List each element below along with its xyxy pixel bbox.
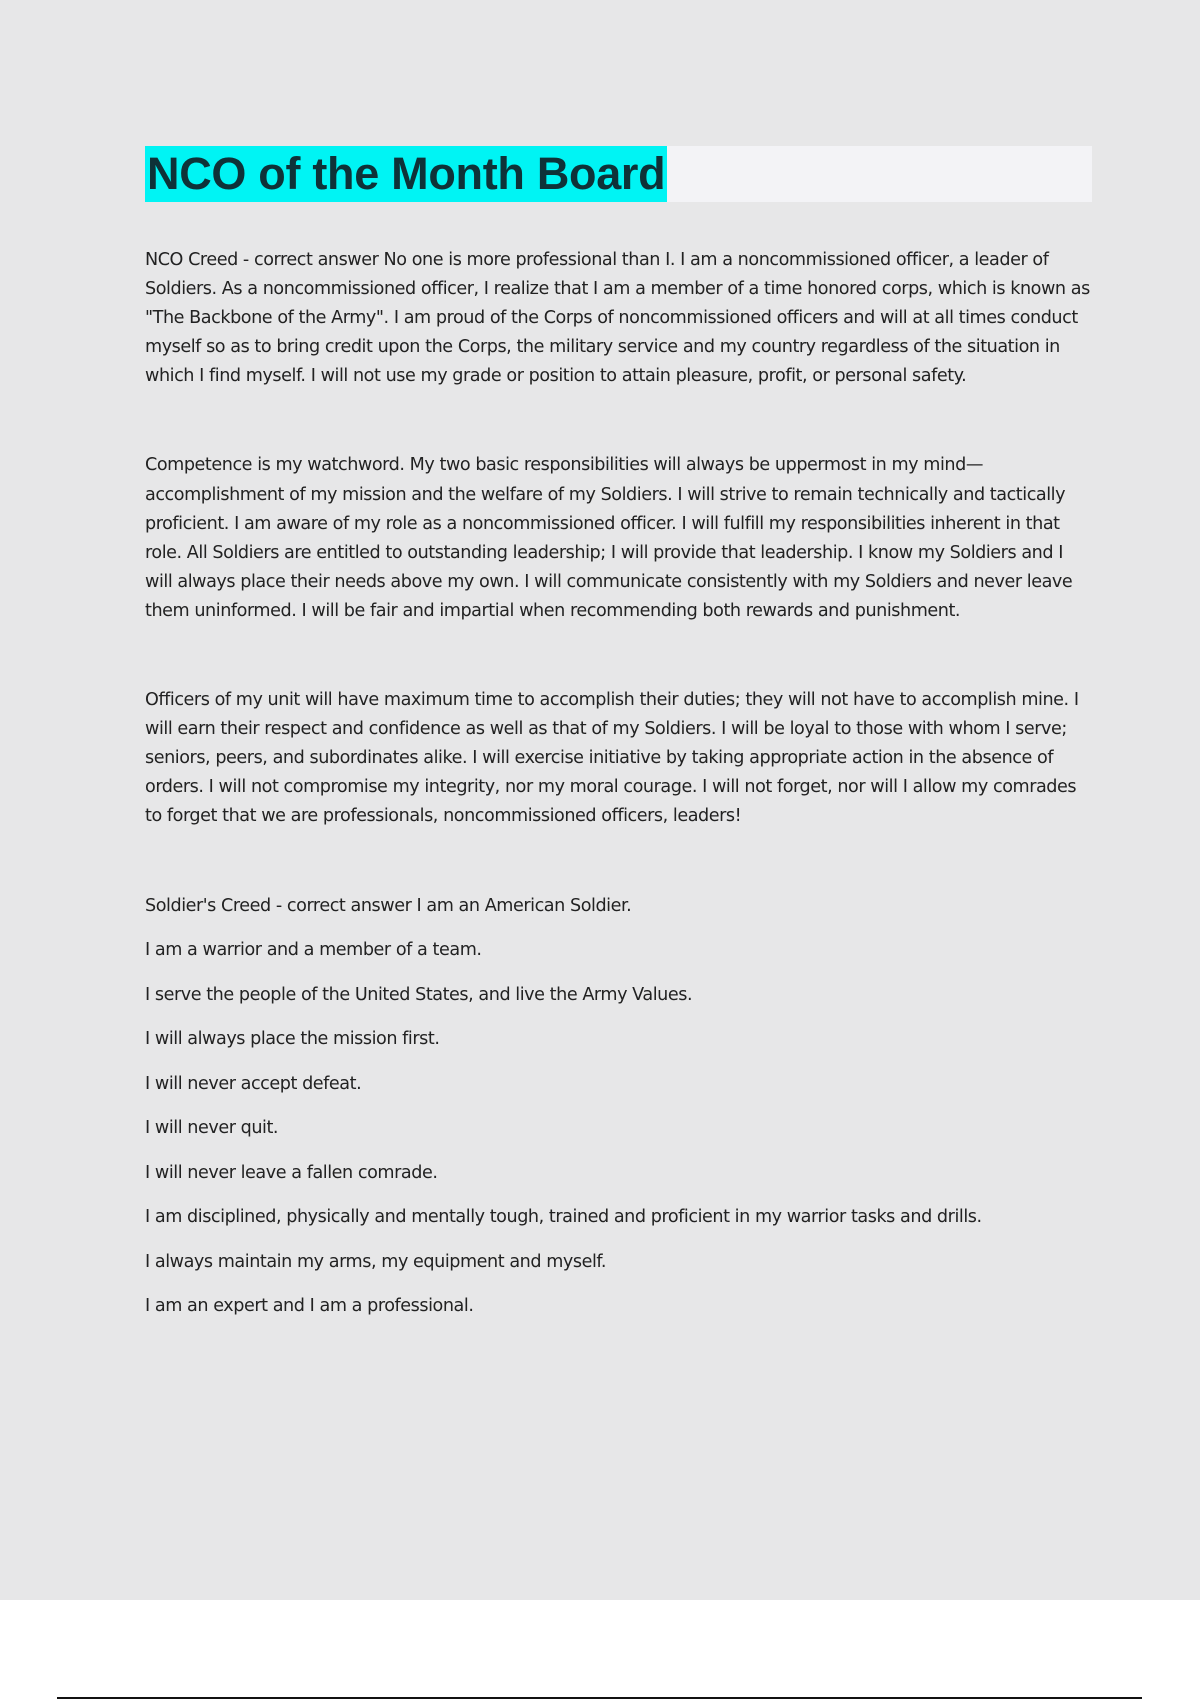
title-bar [145,146,1092,202]
nco-creed-paragraph-2: Competence is my watchword. My two basic responsibilities will always be uppermost in my mind— accomplishment of my mission and the welfare of my Soldiers. I will strive to remain technically and tactically proficient. I am aware of my role as a noncommissioned officer. I will fulfill my responsibilities inherent in that role. All Soldiers are entitled to outstanding leadership; I will provide that leadership. I know my Soldiers and I will always place their needs above my own. I will communicate consistently with my Soldiers and never leave them uninformed. I will be fair and impartial when recommending both rewards and punishment. [145,455,1073,621]
soldiers-creed-line: I will never leave a fallen comrade. [145,1162,438,1183]
soldiers-creed-line: Soldier's Creed - correct answer I am an American Soldier. [145,895,632,916]
nco-creed-paragraph-3: Officers of my unit will have maximum time to accomplish their duties; they will not have to accomplish mine. I will earn their respect and confidence as well as that of my Soldiers. I will be loyal to those with whom I serve; seniors, peers, and subordinates alike. I will exercise initiative by taking appropriate action in the absence of orders. I will not compromise my integrity, nor my moral courage. I will not forget, nor will I allow my comrades to forget that we are professionals, noncommissioned officers, leaders! [145,690,1079,827]
nco-creed-paragraph-1: NCO Creed - correct answer No one is more professional than I. I am a noncommissioned officer, a leader of Soldiers. As a noncommissioned officer, I realize that I am a member of a time honored corps, which is known as "The Backbone of the Army". I am proud of the Corps of noncommissioned officers and will at all times conduct myself so as to bring credit upon the Corps, the military service and my country regardless of the situation in which I find myself. I will not use my grade or position to attain pleasure, profit, or personal safety. [145,250,1090,387]
soldiers-creed-line: I will always place the mission first. [145,1029,440,1049]
page-title: NCO of the Month Board [145,146,667,202]
footer-divider [57,1697,1142,1699]
soldiers-creed-line: I serve the people of the United States, and live the Army Values. [145,984,693,1005]
soldiers-creed-line: I am a warrior and a member of a team. [145,940,482,960]
soldiers-creed-line: I always maintain my arms, my equipment and myself. [145,1251,607,1272]
soldiers-creed-list [145,892,1095,1322]
document-body [145,246,1095,1321]
soldiers-creed-line: I will never quit. [145,1118,279,1138]
soldiers-creed-line: I will never accept defeat. [145,1073,362,1094]
soldiers-creed-line: I am disciplined, physically and mentally tough, trained and proficient in my warrior tasks and drills. [145,1207,982,1227]
soldiers-creed-line: I am an expert and I am a professional. [145,1296,474,1316]
